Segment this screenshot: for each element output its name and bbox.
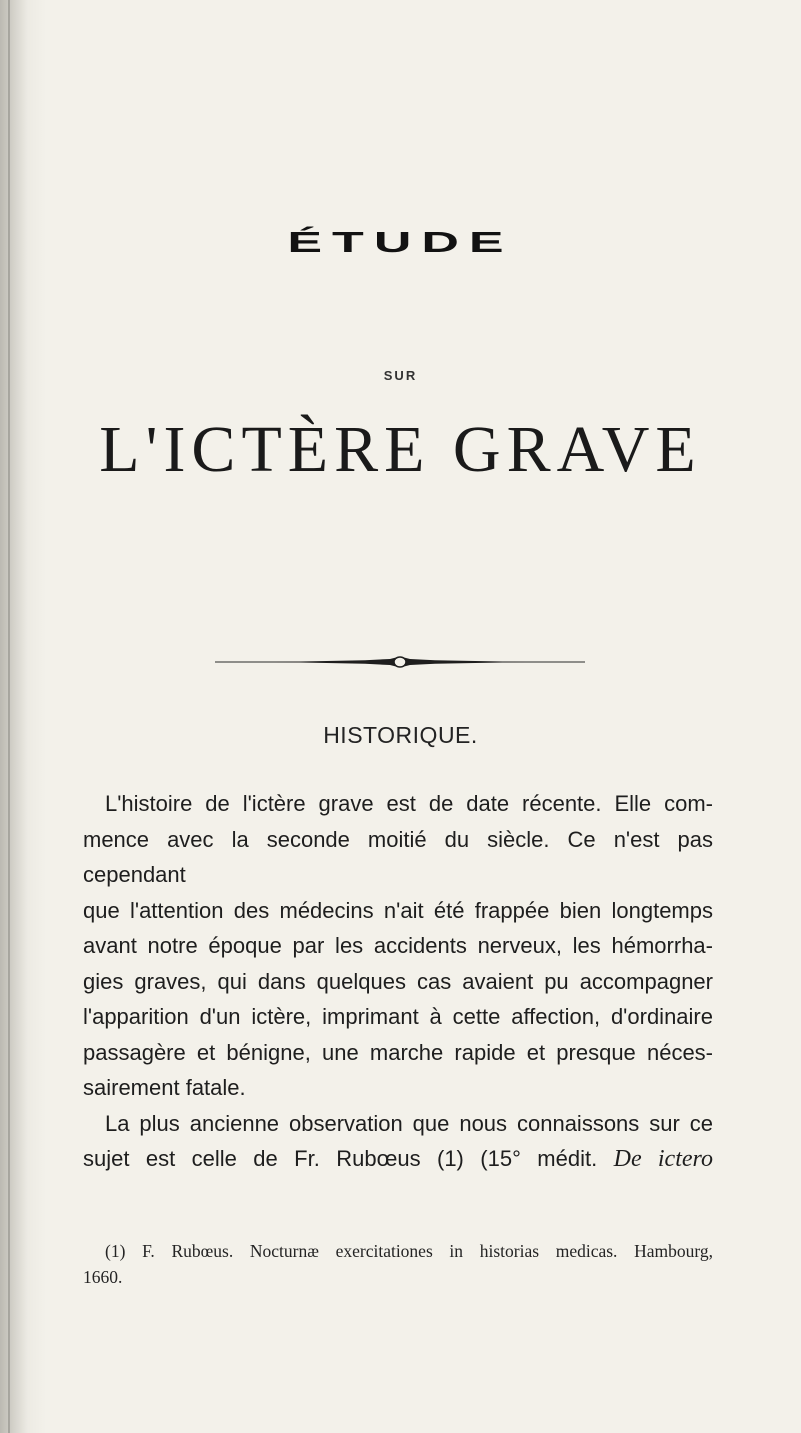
text-line: L'histoire de l'ictère grave est de date récente. Elle com- bbox=[105, 791, 713, 816]
page-title: L'ICTÈRE GRAVE bbox=[99, 413, 702, 486]
italic-title: De ictero bbox=[613, 1146, 713, 1172]
page-edge-line bbox=[8, 0, 10, 1433]
text-line: mence avec la seconde moitié du siècle. Ce n'est pas cependant bbox=[83, 826, 713, 887]
text-line: gies graves, qui dans quelques cas avaient pu accompagner bbox=[83, 968, 713, 994]
body-text bbox=[83, 786, 713, 1178]
footnote-line: (1) F. Rubœus. Nocturnæ exercitationes in historias medicas. Hambourg, bbox=[105, 1241, 713, 1261]
text-line: sairement fatale. bbox=[83, 1075, 246, 1100]
text-line bbox=[83, 1141, 713, 1178]
footnote-line: 1660. bbox=[83, 1267, 123, 1287]
text-line: que l'attention des médecins n'ait été frappée bien longtemps bbox=[83, 897, 713, 923]
etude-heading: ÉTUDE bbox=[287, 226, 514, 259]
footnote bbox=[83, 1238, 713, 1290]
text-line-prefix: sujet est celle de Fr. Rubœus (1) (15° médit. bbox=[83, 1146, 598, 1171]
section-heading: HISTORIQUE. bbox=[323, 722, 478, 748]
text-line: l'apparition d'un ictère, imprimant à cette affection, d'ordinaire bbox=[83, 1004, 713, 1029]
ornamental-divider bbox=[215, 652, 585, 672]
text-line: La plus ancienne observation que nous connaissons sur ce bbox=[105, 1110, 713, 1136]
sur-label: SUR bbox=[383, 368, 418, 383]
page-edge-shadow bbox=[0, 0, 46, 1433]
text-line: avant notre époque par les accidents nerveux, les hémorrha- bbox=[83, 933, 713, 958]
text-line: passagère et bénigne, une marche rapide et presque néces- bbox=[83, 1039, 713, 1065]
